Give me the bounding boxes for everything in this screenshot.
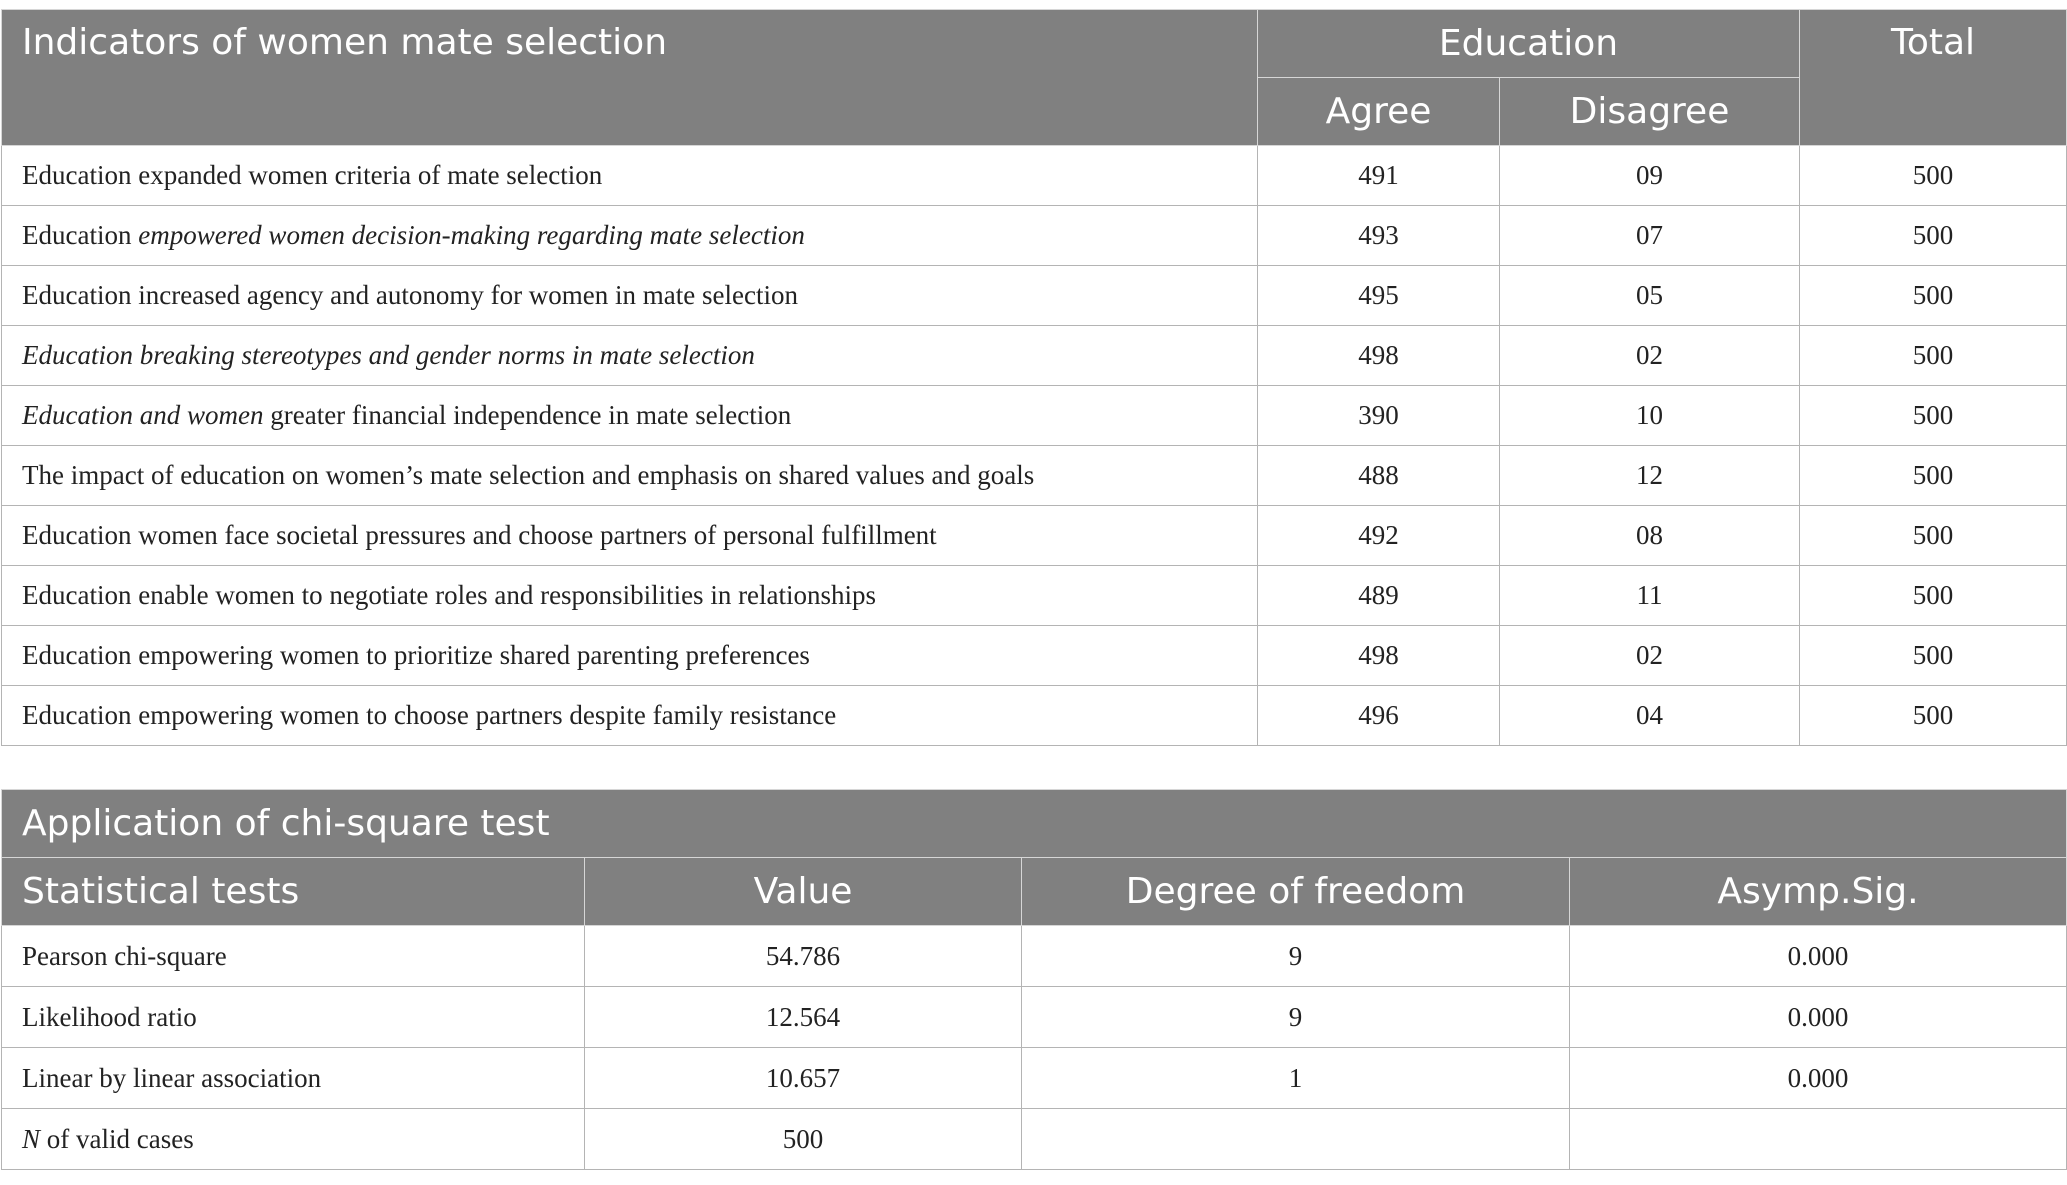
disagree-cell: 05 (1500, 266, 1800, 326)
mate-selection-table-header (2, 10, 2067, 146)
row-label-segment: Education (22, 220, 139, 250)
disagree-cell: 10 (1500, 386, 1800, 446)
row-label-segment: Pearson chi-square (22, 940, 227, 971)
degree-of-freedom-cell: 9 (1022, 987, 1570, 1048)
agree-cell: 390 (1258, 386, 1500, 446)
row-label-segment: Likelihood ratio (22, 1001, 197, 1032)
value-cell: 12.564 (585, 987, 1022, 1048)
row-label (2, 686, 1258, 746)
table-row (2, 926, 2067, 987)
disagree-cell: 04 (1500, 686, 1800, 746)
table-row (2, 1048, 2067, 1109)
row-label-segment: Education enable women to negotiate roles and responsibilities in relationships (22, 580, 877, 610)
asymp-sig-cell: 0.000 (1570, 987, 2067, 1048)
education-header: Education (1258, 10, 1800, 78)
row-label (2, 1109, 585, 1170)
agree-cell: 493 (1258, 206, 1500, 266)
total-cell: 500 (1800, 326, 2067, 386)
table-row (2, 686, 2067, 746)
row-label (2, 626, 1258, 686)
disagree-cell: 02 (1500, 326, 1800, 386)
table-row (2, 446, 2067, 506)
table-row (2, 626, 2067, 686)
row-label (2, 446, 1258, 506)
row-label-segment: The impact of education on women’s mate selection and emphasis on shared values and goals (22, 460, 1035, 490)
value-cell: 500 (585, 1109, 1022, 1170)
asymp-sig-cell (1570, 1109, 2067, 1170)
row-label-segment: of valid cases (40, 1123, 194, 1154)
disagree-cell: 12 (1500, 446, 1800, 506)
row-label-segment: greater financial independence in mate selection (263, 400, 792, 430)
table-row (2, 506, 2067, 566)
agree-cell: 498 (1258, 626, 1500, 686)
table-row (2, 386, 2067, 446)
table-row (2, 206, 2067, 266)
agree-cell: 489 (1258, 566, 1500, 626)
row-label-segment: Linear by linear association (22, 1062, 322, 1093)
row-label (2, 926, 585, 987)
row-label (2, 506, 1258, 566)
disagree-cell: 11 (1500, 566, 1800, 626)
row-label (2, 146, 1258, 206)
row-label-segment: Education women face societal pressures and choose partners of personal fulfillment (22, 520, 937, 550)
degree-of-freedom-cell (1022, 1109, 1570, 1170)
total-cell: 500 (1800, 686, 2067, 746)
row-label (2, 987, 585, 1048)
degree-of-freedom-cell: 1 (1022, 1048, 1570, 1109)
mate-selection-table-body (2, 146, 2067, 746)
total-cell: 500 (1800, 386, 2067, 446)
total-header: Total (1800, 10, 2067, 146)
disagree-header: Disagree (1500, 78, 1800, 146)
chi-square-table-header (2, 790, 2067, 926)
total-cell: 500 (1800, 446, 2067, 506)
asymp-sig-cell: 0.000 (1570, 926, 2067, 987)
agree-cell: 498 (1258, 326, 1500, 386)
row-label-segment: Education breaking stereotypes and gender norms in mate selection (22, 340, 755, 370)
total-cell: 500 (1800, 146, 2067, 206)
row-label (2, 206, 1258, 266)
mate-selection-table (1, 9, 2067, 746)
total-cell: 500 (1800, 206, 2067, 266)
agree-cell: 488 (1258, 446, 1500, 506)
value-header: Value (585, 858, 1022, 926)
chi-square-table-body (2, 926, 2067, 1170)
row-label (2, 266, 1258, 326)
row-label (2, 326, 1258, 386)
agree-cell: 496 (1258, 686, 1500, 746)
total-cell: 500 (1800, 566, 2067, 626)
row-label (2, 386, 1258, 446)
table-row (2, 566, 2067, 626)
indicators-header: Indicators of women mate selection (2, 10, 1258, 146)
row-label-segment: Education expanded women criteria of mate selection (22, 160, 603, 190)
asymp-sig-header: Asymp.Sig. (1570, 858, 2067, 926)
table-row (2, 266, 2067, 326)
total-cell: 500 (1800, 506, 2067, 566)
chi-square-table (1, 789, 2067, 1170)
agree-header: Agree (1258, 78, 1500, 146)
value-cell: 10.657 (585, 1048, 1022, 1109)
row-label (2, 566, 1258, 626)
agree-cell: 495 (1258, 266, 1500, 326)
value-cell: 54.786 (585, 926, 1022, 987)
agree-cell: 491 (1258, 146, 1500, 206)
agree-cell: 492 (1258, 506, 1500, 566)
total-cell: 500 (1800, 266, 2067, 326)
table-row (2, 1109, 2067, 1170)
total-cell: 500 (1800, 626, 2067, 686)
statistical-tests-header: Statistical tests (2, 858, 585, 926)
disagree-cell: 07 (1500, 206, 1800, 266)
row-label-segment: Education increased agency and autonomy for women in mate selection (22, 280, 798, 310)
disagree-cell: 09 (1500, 146, 1800, 206)
degree-of-freedom-header: Degree of freedom (1022, 858, 1570, 926)
chi-square-title: Application of chi-square test (2, 790, 2067, 858)
row-label-segment: empowered women decision-making regarding mate selection (138, 220, 805, 250)
row-label-segment: N (22, 1123, 41, 1154)
disagree-cell: 08 (1500, 506, 1800, 566)
row-label-segment: Education empowering women to prioritize shared parenting preferences (22, 640, 810, 670)
table-row (2, 146, 2067, 206)
table-row (2, 326, 2067, 386)
degree-of-freedom-cell: 9 (1022, 926, 1570, 987)
asymp-sig-cell: 0.000 (1570, 1048, 2067, 1109)
table-row (2, 987, 2067, 1048)
row-label-segment: Education and women (22, 400, 264, 430)
row-label (2, 1048, 585, 1109)
disagree-cell: 02 (1500, 626, 1800, 686)
row-label-segment: Education empowering women to choose partners despite family resistance (22, 700, 837, 730)
